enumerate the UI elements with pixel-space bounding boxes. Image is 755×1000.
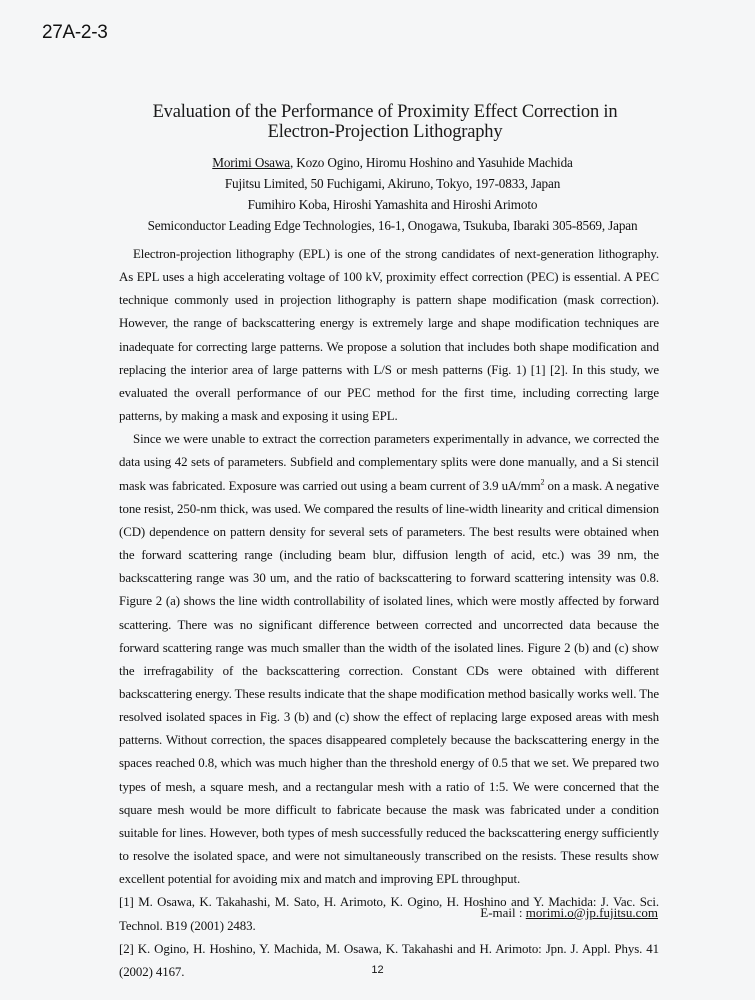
affiliation-1: Fujitsu Limited, 50 Fuchigami, Akiruno, Tokyo, 197-0833, Japan [224, 176, 561, 191]
author-line-2: Fumihiro Koba, Hiroshi Yamashita and Hiroshi Arimoto [247, 197, 538, 212]
contact-email [480, 905, 658, 921]
paper-title [100, 102, 670, 142]
paper-code: 27A-2-3 [42, 22, 108, 43]
affiliation-2: Semiconductor Leading Edge Technologies, 16-1, Onogawa, Tsukuba, Ibaraki 305-8569, Japan [147, 218, 638, 233]
presenting-author: Morimi Osawa [212, 155, 290, 170]
paragraph-1: Electron-projection lithography (EPL) is one of the strong candidates of next-generation lithography. As EPL uses a high accelerating voltage of 100 kV, proximity effect correction (PEC) is essential. A PEC technique commonly used in projection lithography is pattern shape modification (mask correction). However, the range of backscattering energy is extremely large and shape modification techniques are inadequate for correcting large patterns. We propose a solution that includes both shape modification and replacing the interior area of large patterns with L/S or mesh patterns (Fig. 1) [1] [2]. In this study, we evaluated the overall performance of our PEC method for the first time, including correcting large patterns, by making a mask and exposing it using EPL. [119, 247, 659, 424]
title-line-1: Evaluation of the Performance of Proximity Effect Correction in [152, 102, 618, 122]
reference-2: [2] K. Ogino, H. Hoshino, Y. Machida, M. Osawa, K. Takahashi and H. Arimoto: Jpn. J. Appl. Phys. 41 (2002) 4167. [119, 941, 659, 979]
email-address-link[interactable]: morimi.o@jp.fujitsu.com [525, 905, 658, 920]
reference-1: [1] M. Osawa, K. Takahashi, M. Sato, H. Arimoto, K. Ogino, H. Hoshino and Y. Machida: J. Vac. Sci. Technol. B19 (2001) 2483. [119, 895, 659, 933]
superscript: 2 [540, 477, 545, 487]
author-block [100, 152, 685, 236]
email-label: E-mail : [480, 905, 526, 920]
paragraph-2: Since we were unable to extract the correction parameters experimentally in advance, we corrected the data using 42 sets of parameters. Subfield and complementary splits were done manually, and a Si stencil mask was fabricated. Exposure was carried out using a beam current of 3.9 $uA/mm^2$ on a mask. A negative tone resist, 250-nm thick, was used. We compared the results of line-width linearity and critical dimension (CD) dependence on pattern density for several sets of parameters. The best results were obtained when the forward scattering range (including beam blur, diffusion length of acid, etc.) was 39 nm, the backscattering range was 30 um, and the ratio of backscattering to forward scattering intensity was 0.8. Figure 2 (a) shows the line width controllability of isolated lines, which were mostly affected by forward scattering. There was no significant difference between corrected and uncorrected data because the forward scattering range was much smaller than the width of the isolated lines. Figure 2 (b) and (c) show the irrefragability of the backscattering correction. Constant CDs were obtained with different backscattering energy. These results indicate that the shape modification method basically works well. The resolved isolated spaces in Fig. 3 (b) and (c) show the effect of replacing large exposed areas with mesh patterns. Without correction, the spaces disappeared completely because the backscattering energy in the spaces reached 0.8, which was much higher than the threshold energy of 0.5 that we set. We prepared two types of mesh, a square mesh, and a rectangular mesh with a ratio of 1:5. We were concerned that the square mesh would be more difficult to fabricate because the mask was fabricated under a condition suitable for lines. However, both types of mesh successfully reduced the backscattering energy sufficiently to resolve the isolated space, and were not simultaneously transcribed on the resists. These results show excellent potential for avoiding mix and match and improving EPL throughput. [119, 432, 659, 887]
title-line-2: Electron-Projection Lithography [267, 122, 503, 142]
abstract-body [119, 243, 659, 984]
co-authors-1: , Kozo Ogino, Hiromu Hoshino and Yasuhide Machida [289, 155, 573, 170]
page-number: 12 [371, 964, 384, 976]
author-line-1 [100, 152, 685, 173]
